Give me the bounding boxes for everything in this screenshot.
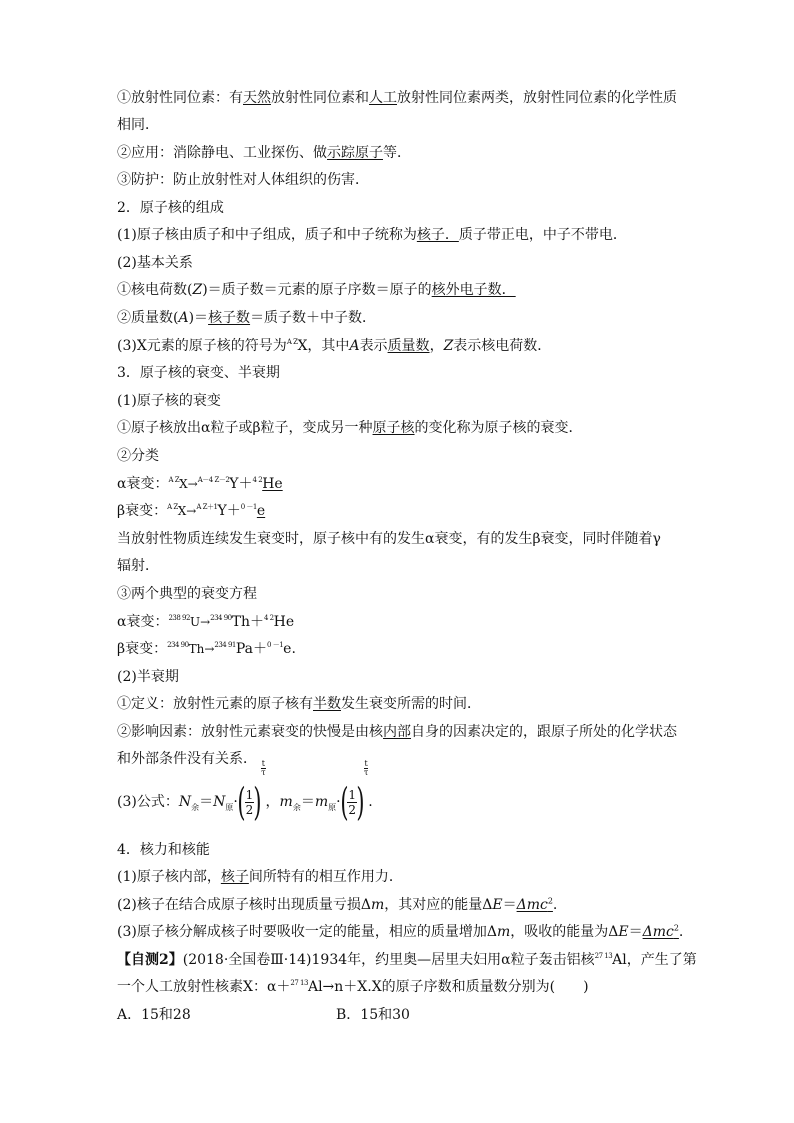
- section-2-heading: 2．原子核的组成: [117, 200, 224, 216]
- influence-line-1: ②影响因素：放射性元素衰变的快慢是由核内部自身的因素决定的，跟原子所处的化学状态: [117, 724, 677, 740]
- section-3-heading: 3．原子核的衰变、半衰期: [117, 365, 280, 381]
- isotope-line-1: ①放射性同位素：有天然放射性同位素和人工放射性同位素两类，放射性同位素的化学性质: [117, 90, 677, 106]
- beta-decay-general: β衰变：$^{A Z}$X→$^{A Z+1}$Y＋$^{0 -1}$e: [117, 503, 266, 519]
- decomposition-energy-line: (3)原子核分解成核子时要吸收一定的能量，相应的质量增加Δm，吸收的能量为ΔE＝Δmc$^2$.: [117, 923, 684, 940]
- basic-relation-title: (2)基本关系: [117, 255, 193, 271]
- nucleus-composition: (1)原子核由质子和中子组成，质子和中子统称为核子．质子带正电，中子不带电．: [117, 227, 627, 243]
- self-test-line-1: 【自测2】(2018·全国卷Ⅲ·14)1934年，约里奥—居里夫妇用α粒子轰击铝核$^{27 13}$Al，产生了第: [117, 952, 697, 968]
- mass-defect-line: (2)核子在结合成原子核时出现质量亏损Δm，其对应的能量ΔE＝Δmc$^2$.: [117, 896, 558, 913]
- charge-number-relation: ①核电荷数(Z)＝质子数＝元素的原子序数＝原子的核外电子数．: [117, 282, 516, 298]
- isotope-line-2: 相同．: [117, 117, 159, 133]
- classification-title: ②分类: [117, 448, 159, 464]
- continuous-decay-line-2: 辐射．: [117, 558, 159, 574]
- mass-number-relation: ②质量数(A)＝核子数＝质子数＋中子数．: [117, 310, 377, 326]
- half-life-formula: (3)公式：$N_余=N_原\cdot$( $\frac{1}{2}$ ) $\frac{t}{\tau}$ ，$m_余=m_原\cdot$( $\frac{1}{2}$ ) $\frac{t}{\tau}$ .: [117, 759, 373, 824]
- self-test-line-2: 一个人工放射性核素X：α＋$^{27 13}$Al→n＋X.X的原子序数和质量数分别为( ): [117, 979, 589, 995]
- alpha-decay-example: α衰变：$^{238 92}$U→$^{234 90}$Th＋$^{4 2}$He: [117, 614, 295, 630]
- section-4-heading: 4．核力和核能: [117, 842, 210, 858]
- alpha-decay-general: α衰变：$^{A Z}$X→$^{A-4 Z-2}$Y＋$^{4 2}$He: [117, 476, 283, 492]
- option-b[interactable]: B．15和30: [336, 1007, 410, 1023]
- decay-title: (1)原子核的衰变: [117, 393, 221, 409]
- half-life-title: (2)半衰期: [117, 669, 179, 685]
- beta-decay-example: β衰变：$^{234 90}$Th→$^{234 91}$Pa＋$^{0 -1}$e.: [117, 641, 296, 657]
- continuous-decay-line-1: 当放射性物质连续发生衰变时，原子核中有的发生α衰变，有的发生β衰变，同时伴随着γ: [117, 531, 661, 547]
- half-life-definition: ①定义：放射性元素的原子核有半数发生衰变所需的时间．: [117, 696, 481, 712]
- self-test-tag: 【自测2】: [117, 952, 183, 968]
- application-line: ②应用：消除静电、工业探伤、做示踪原子等．: [117, 145, 411, 161]
- typical-equations-title: ③两个典型的衰变方程: [117, 586, 257, 602]
- decay-definition: ①原子核放出α粒子或β粒子，变成另一种原子核的变化称为原子核的衰变．: [117, 420, 583, 436]
- nucleus-symbol-line: (3)X元素的原子核的符号为$^{A Z}$X，其中A表示质量数，Z表示核电荷数．: [117, 338, 552, 354]
- nuclear-force-line: (1)原子核内部，核子间所特有的相互作用力．: [117, 869, 403, 885]
- influence-line-2: 和外部条件没有关系．: [117, 751, 257, 767]
- protection-line: ③防护：防止放射性对人体组织的伤害．: [117, 172, 369, 188]
- option-a[interactable]: A．15和28: [117, 1007, 191, 1023]
